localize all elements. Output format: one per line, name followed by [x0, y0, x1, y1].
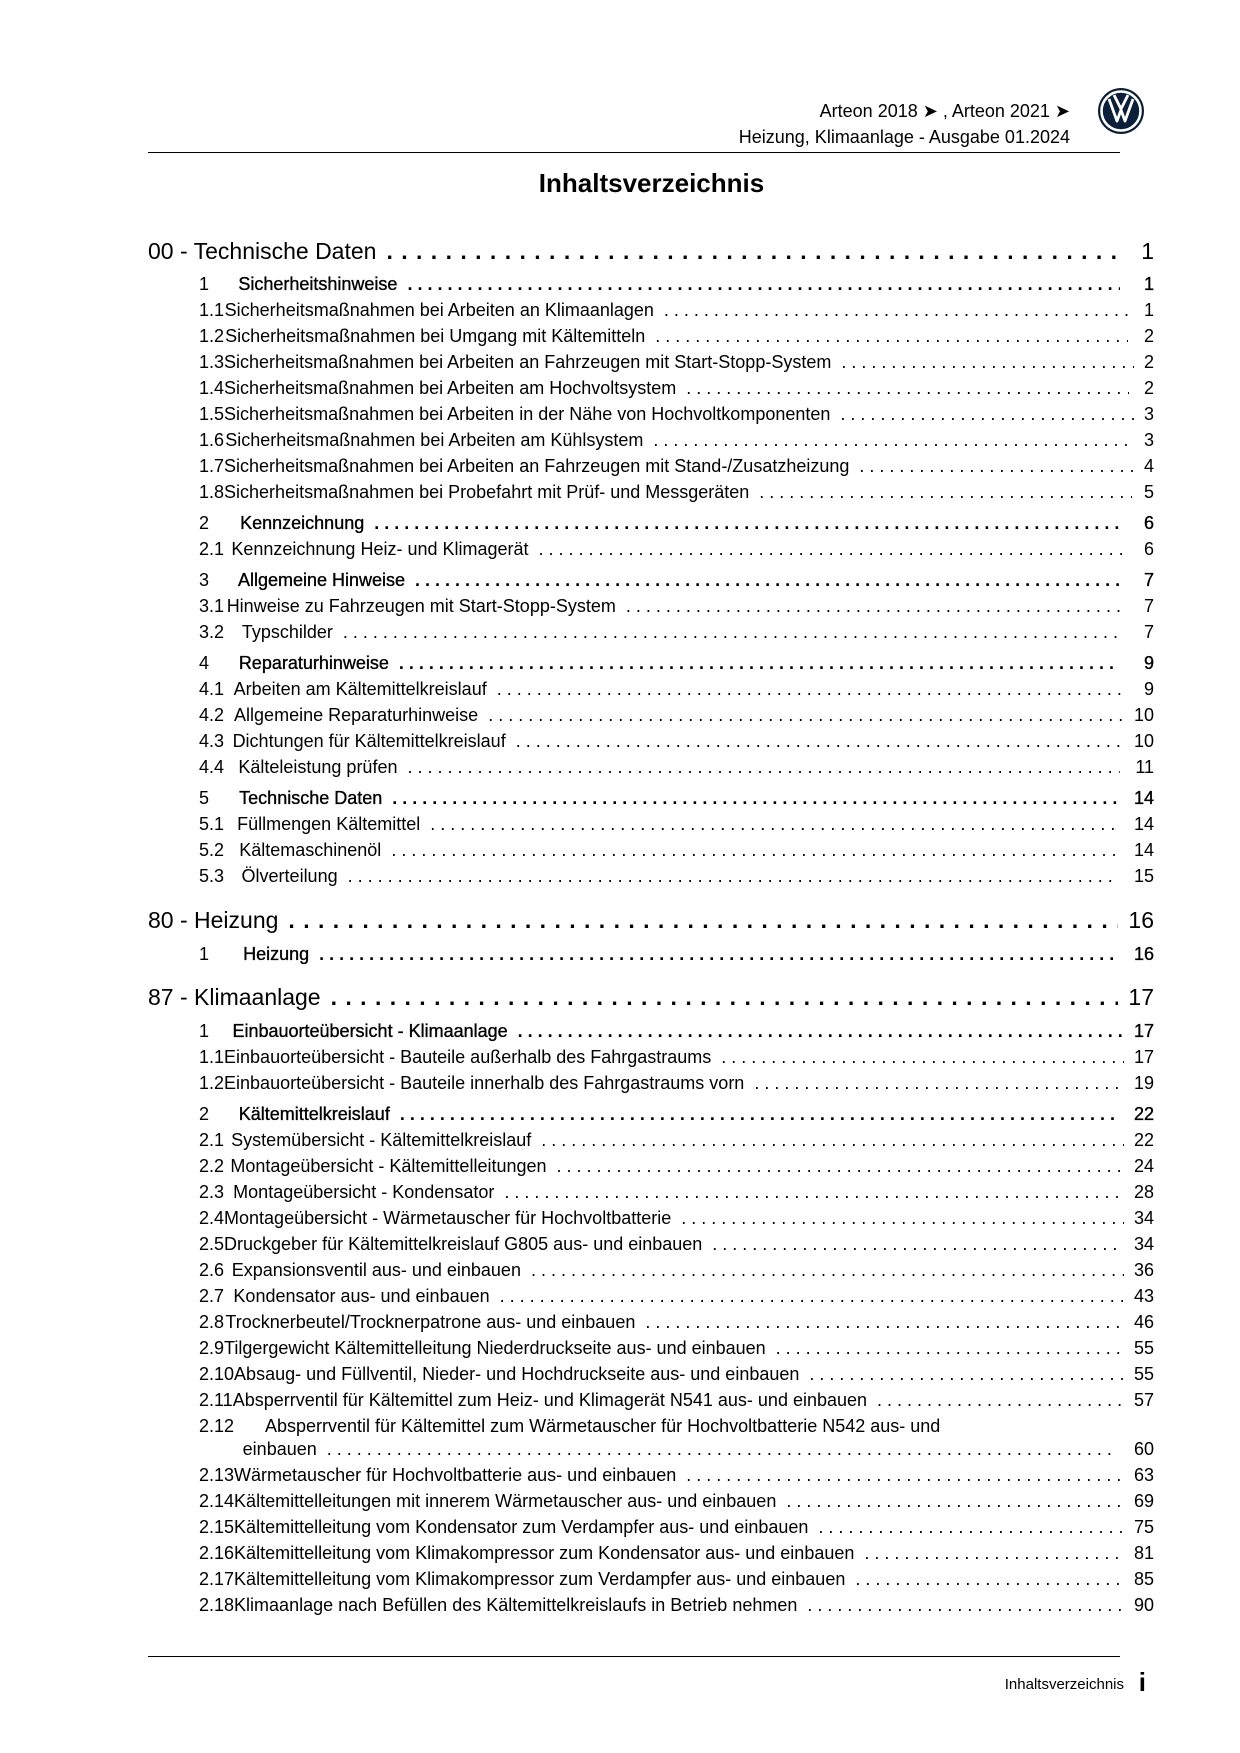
- toc-number: 2.14: [199, 1491, 235, 1511]
- toc-item-4-3[interactable]: [199, 731, 1154, 753]
- toc-item-label: Kälteleistung prüfen: [238, 757, 398, 777]
- toc-item-label: Sicherheitsmaßnahmen bei Umgang mit Kältemitteln: [225, 326, 646, 346]
- toc-item-label: Systemübersicht - Kältemittelkreislauf: [231, 1130, 532, 1150]
- toc-item-label: Kältemittelleitung vom Kondensator zum Verdampfer aus- und einbauen: [234, 1517, 809, 1537]
- toc-number: 1.1: [199, 1047, 225, 1067]
- toc-item-5-1[interactable]: [199, 814, 1154, 836]
- toc-page-number: 24: [1133, 1156, 1154, 1176]
- toc-page-number: 90: [1133, 1595, 1154, 1615]
- toc-page-number: 1: [1141, 238, 1154, 264]
- toc-section-4[interactable]: [199, 653, 1154, 675]
- toc-section-label: Einbauorteübersicht - Klimaanlage: [232, 1021, 508, 1041]
- toc-leader-dots: [331, 984, 1119, 1011]
- toc-section-label: Heizung: [243, 944, 310, 964]
- toc-item-87-2-15[interactable]: [199, 1517, 1154, 1539]
- toc-section-80-1[interactable]: [199, 944, 1154, 966]
- toc-leader-dots: [686, 378, 1129, 399]
- toc-item-87-1-2[interactable]: [199, 1073, 1154, 1095]
- toc-item-label: Kältemittelleitung vom Klimakompressor zum Kondensator aus- und einbauen: [234, 1543, 855, 1563]
- toc-leader-dots: [653, 430, 1128, 451]
- toc-item-label: Absaug- und Füllventil, Nieder- und Hochdruckseite aus- und einbauen: [234, 1364, 800, 1384]
- toc-item-87-2-6[interactable]: [199, 1260, 1154, 1282]
- toc-leader-dots: [407, 274, 1120, 295]
- toc-item-label: Kondensator aus- und einbauen: [233, 1286, 490, 1306]
- toc-item-87-2-12-continued[interactable]: [199, 1439, 1154, 1461]
- toc-item-label: Ölverteilung: [241, 866, 338, 886]
- toc-number: 1.3: [199, 352, 225, 372]
- toc-item-1-6[interactable]: [199, 430, 1154, 452]
- toc-leader-dots: [407, 757, 1120, 778]
- toc-number: 2.6: [199, 1260, 225, 1280]
- toc-item-4-1[interactable]: [199, 679, 1154, 701]
- toc-leader-dots: [807, 1595, 1124, 1616]
- toc-page-number: 17: [1128, 984, 1154, 1010]
- toc-leader-dots: [664, 300, 1129, 321]
- toc-item-1-5[interactable]: [199, 404, 1154, 426]
- toc-item-1-1[interactable]: [199, 300, 1154, 322]
- toc-chapter-80[interactable]: [148, 907, 1154, 937]
- toc-number: 3: [199, 570, 210, 590]
- toc-number: 4.1: [199, 679, 225, 699]
- header-models: Arteon 2018 ➤ , Arteon 2021 ➤: [819, 101, 1070, 121]
- toc-page-number: 6: [1143, 513, 1154, 533]
- toc-number: 5.1: [199, 814, 225, 834]
- toc-page-number: 55: [1133, 1338, 1154, 1358]
- toc-page-number: 69: [1133, 1491, 1154, 1511]
- toc-leader-dots: [343, 622, 1118, 643]
- toc-item-label: Einbauorteübersicht - Bauteile innerhalb des Fahrgastraums vorn: [224, 1073, 745, 1093]
- toc-leader-dots: [786, 1491, 1124, 1512]
- toc-item-label: Druckgeber für Kältemittelkreislauf G805 aus- und einbauen: [224, 1234, 703, 1254]
- toc-leader-dots: [712, 1234, 1124, 1255]
- toc-number: 1.7: [199, 456, 225, 476]
- toc-page-number: 34: [1133, 1234, 1154, 1254]
- toc-item-label: Sicherheitsmaßnahmen bei Probefahrt mit Prüf- und Messgeräten: [224, 482, 750, 502]
- toc-section-2[interactable]: [199, 513, 1154, 535]
- toc-number: 1.5: [199, 404, 225, 424]
- toc-leader-dots: [855, 1569, 1124, 1590]
- toc-leader-dots: [686, 1465, 1124, 1486]
- toc-leader-dots: [348, 866, 1119, 887]
- toc-page-number: 7: [1144, 570, 1155, 590]
- toc-page-number: 60: [1133, 1439, 1155, 1459]
- toc-section-3[interactable]: [199, 570, 1154, 592]
- toc-number: 1: [199, 1021, 210, 1041]
- toc-leader-dots: [430, 814, 1121, 835]
- toc-page-number: 22: [1133, 1104, 1154, 1124]
- toc-leader-dots: [497, 679, 1123, 700]
- toc-page-number: 63: [1133, 1465, 1154, 1485]
- toc-section-87-2[interactable]: [199, 1104, 1154, 1126]
- toc-item-87-2-10[interactable]: [199, 1364, 1154, 1386]
- toc-page-number: 55: [1133, 1364, 1154, 1384]
- toc-chapter-87[interactable]: [148, 984, 1154, 1014]
- toc-page-number: 9: [1143, 653, 1154, 673]
- toc-page-number: 14: [1133, 788, 1154, 808]
- toc-page-number: 85: [1133, 1569, 1154, 1589]
- toc-page-number: 2: [1143, 352, 1154, 372]
- toc-page-number: 3: [1144, 430, 1155, 450]
- toc-item-3-1[interactable]: [199, 596, 1154, 618]
- toc-item-2-1[interactable]: [199, 539, 1154, 561]
- toc-number: 2.13: [199, 1465, 235, 1485]
- toc-item-87-2-12[interactable]: [199, 1416, 1154, 1438]
- toc-number: 2.7: [199, 1286, 225, 1306]
- toc-leader-dots: [516, 731, 1124, 752]
- toc-page-number: 10: [1133, 705, 1154, 725]
- toc-item-label: Sicherheitsmaßnahmen bei Arbeiten an Fahrzeugen mit Start-Stopp-System: [224, 352, 832, 372]
- toc-leader-dots: [776, 1338, 1124, 1359]
- toc-item-87-2-13[interactable]: [199, 1465, 1154, 1487]
- toc-leader-dots: [759, 482, 1131, 503]
- toc-page-number: 17: [1133, 1047, 1154, 1067]
- toc-page-number: 7: [1143, 622, 1154, 642]
- toc-item-label: Sicherheitsmaßnahmen bei Arbeiten an Klimaanlagen: [224, 300, 654, 320]
- footer-page-number: i: [1138, 1667, 1146, 1697]
- toc-page-number: 5: [1143, 482, 1154, 502]
- toc-page-number: 14: [1133, 840, 1154, 860]
- toc-number: 3.2: [199, 622, 225, 642]
- toc-page-number: 1: [1143, 300, 1154, 320]
- toc-item-label: Hinweise zu Fahrzeugen mit Start-Stopp-System: [226, 596, 616, 616]
- toc-page-number: 75: [1133, 1517, 1154, 1537]
- toc-leader-dots: [386, 238, 1127, 265]
- toc-item-label: Tilgergewicht Kältemittelleitung Niederdruckseite aus- und einbauen: [224, 1338, 766, 1358]
- toc-item-87-2-5[interactable]: [199, 1234, 1154, 1256]
- toc-number: 2.4: [199, 1208, 225, 1228]
- toc-number: 4.3: [199, 731, 225, 751]
- toc-number: 1.1: [199, 300, 225, 320]
- page-title: Inhaltsverzeichnis: [538, 168, 765, 198]
- toc-chapter-label: 00 - Technische Daten: [148, 238, 377, 264]
- toc-page-number: 43: [1133, 1286, 1154, 1306]
- toc-leader-dots: [877, 1390, 1124, 1411]
- toc-page-number: 81: [1133, 1543, 1154, 1563]
- toc-number: 2.1: [199, 1130, 225, 1150]
- toc-number: 2.5: [199, 1234, 225, 1254]
- toc-leader-dots: [399, 653, 1120, 674]
- toc-item-87-2-14[interactable]: [199, 1491, 1154, 1513]
- toc-section-label: Sicherheitshinweise: [238, 274, 398, 294]
- toc-item-1-7[interactable]: [199, 456, 1154, 478]
- toc-item-label: Klimaanlage nach Befüllen des Kältemittelkreislaufs in Betrieb nehmen: [234, 1595, 798, 1615]
- toc-item-87-2-8[interactable]: [199, 1312, 1154, 1334]
- footer-rule: [148, 1656, 1120, 1657]
- toc-number: 2.10: [199, 1364, 235, 1384]
- toc-item-4-4[interactable]: [199, 757, 1154, 779]
- toc-page-number: 57: [1133, 1390, 1154, 1410]
- toc-page-number: 10: [1133, 731, 1154, 751]
- toc-leader-dots: [391, 840, 1119, 861]
- toc-number: 2.3: [199, 1182, 225, 1202]
- toc-number: 1.8: [199, 482, 225, 502]
- toc-number: 4.4: [199, 757, 225, 777]
- toc-leader-dots: [841, 352, 1134, 373]
- toc-item-label: Typschilder: [241, 622, 333, 642]
- toc-number: 1: [199, 274, 210, 294]
- toc-number: 1.2: [199, 326, 225, 346]
- toc-section-label: Reparaturhinweise: [238, 653, 389, 673]
- toc-page-number: 17: [1133, 1021, 1154, 1041]
- toc-section-label: Allgemeine Hinweise: [237, 570, 406, 590]
- toc-item-label: Allgemeine Reparaturhinweise: [234, 705, 479, 725]
- toc-item-87-2-17[interactable]: [199, 1569, 1154, 1591]
- toc-number: 2.18: [199, 1595, 235, 1615]
- toc-leader-dots: [500, 1286, 1124, 1307]
- header-subtitle: Heizung, Klimaanlage - Ausgabe 01.2024: [738, 127, 1070, 147]
- toc-section-label: Technische Daten: [239, 788, 383, 808]
- toc-item-label: Kennzeichnung Heiz- und Klimagerät: [231, 539, 529, 559]
- toc-leader-dots: [327, 1439, 1118, 1460]
- toc-item-label: Sicherheitsmaßnahmen bei Arbeiten an Fahrzeugen mit Stand-/Zusatzheizung: [224, 456, 850, 476]
- toc-item-label: Trocknerbeutel/Trocknerpatrone aus- und einbauen: [225, 1312, 636, 1332]
- toc-leader-dots: [400, 1104, 1120, 1125]
- toc-item-4-2[interactable]: [199, 705, 1154, 727]
- toc-page-number: 1: [1143, 274, 1154, 294]
- toc-page-number: 16: [1133, 944, 1155, 964]
- footer-label: Inhaltsverzeichnis: [1004, 1676, 1124, 1693]
- toc-item-87-2-3[interactable]: [199, 1182, 1154, 1204]
- toc-page-number: 6: [1143, 539, 1154, 559]
- toc-page-number: 4: [1143, 456, 1154, 476]
- toc-page-number: 46: [1133, 1312, 1154, 1332]
- toc-chapter-00[interactable]: [148, 238, 1154, 268]
- toc-page-number: 16: [1128, 907, 1154, 933]
- toc-leader-dots: [655, 326, 1128, 347]
- toc-page-number: 36: [1133, 1260, 1154, 1280]
- toc-leader-dots: [818, 1517, 1124, 1538]
- toc-number: 2: [199, 513, 210, 533]
- toc-item-label: Montageübersicht - Kondensator: [233, 1182, 495, 1202]
- toc-item-label: Expansionsventil aus- und einbauen: [231, 1260, 521, 1280]
- toc-number: 2.16: [199, 1543, 235, 1563]
- toc-section-label: Kennzeichnung: [240, 513, 365, 533]
- toc-item-87-2-2[interactable]: [199, 1156, 1154, 1178]
- toc-leader-dots: [504, 1182, 1123, 1203]
- toc-number: 2.8: [199, 1312, 225, 1332]
- toc-item-label: Montageübersicht - Wärmetauscher für Hochvoltbatterie: [224, 1208, 672, 1228]
- toc-leader-dots: [539, 539, 1125, 560]
- toc-page-number: 9: [1144, 679, 1155, 699]
- toc-page-number: 19: [1133, 1073, 1154, 1093]
- toc-item-3-2[interactable]: [199, 622, 1154, 644]
- toc-number: 2.1: [199, 539, 225, 559]
- toc-page-number: 2: [1143, 378, 1154, 398]
- toc-item-1-2[interactable]: [199, 326, 1154, 348]
- toc-page-number: 11: [1135, 757, 1154, 777]
- toc-number: 2.15: [199, 1517, 235, 1537]
- toc-item-label: Kältemittelleitungen mit innerem Wärmetauscher aus- und einbauen: [234, 1491, 777, 1511]
- toc-number: 1: [199, 944, 210, 964]
- toc-leader-dots: [518, 1021, 1124, 1042]
- toc-item-label: Montageübersicht - Kältemittelleitungen: [230, 1156, 547, 1176]
- toc-number: 4: [199, 653, 210, 673]
- toc-item-1-3[interactable]: [199, 352, 1154, 374]
- toc-item-label: Arbeiten am Kältemittelkreislauf: [233, 679, 487, 699]
- toc-item-1-8[interactable]: [199, 482, 1154, 504]
- toc-leader-dots: [415, 570, 1120, 591]
- toc-page-number: 28: [1133, 1182, 1154, 1202]
- toc-number: 2: [199, 1104, 210, 1124]
- toc-section-1[interactable]: [199, 274, 1154, 296]
- toc-number: 2.9: [199, 1338, 225, 1358]
- toc-number: 5.2: [199, 840, 225, 860]
- toc-item-label: Absperrventil für Kältemittel zum Wärmetauscher für Hochvoltbatterie N542 aus- und: [265, 1416, 941, 1436]
- toc-number: 5.3: [199, 866, 225, 886]
- toc-item-5-2[interactable]: [199, 840, 1154, 862]
- toc-leader-dots: [840, 404, 1134, 425]
- toc-item-label: Wärmetauscher für Hochvoltbatterie aus- und einbauen: [234, 1465, 677, 1485]
- toc-number: 2.11: [199, 1390, 233, 1410]
- toc-section-5[interactable]: [199, 788, 1154, 810]
- toc-page-number: 2: [1143, 326, 1154, 346]
- toc-item-87-2-1[interactable]: [199, 1130, 1154, 1152]
- toc-page-number: 15: [1133, 866, 1154, 886]
- toc-item-87-2-16[interactable]: [199, 1543, 1154, 1565]
- toc-item-87-2-7[interactable]: [199, 1286, 1154, 1308]
- toc-item-87-2-11[interactable]: [199, 1390, 1154, 1412]
- toc-page-number: 22: [1133, 1130, 1154, 1150]
- toc-item-label: Füllmengen Kältemittel: [237, 814, 421, 834]
- toc-number: 1.2: [199, 1073, 225, 1093]
- toc-item-label: einbauen: [242, 1439, 317, 1459]
- toc-item-1-4[interactable]: [199, 378, 1154, 400]
- toc-leader-dots: [531, 1260, 1124, 1281]
- toc-leader-dots: [626, 596, 1127, 617]
- toc-item-label: Kältemittelleitung vom Klimakompressor zum Verdampfer aus- und einbauen: [234, 1569, 846, 1589]
- toc-leader-dots: [374, 513, 1119, 534]
- toc-section-87-1[interactable]: [199, 1021, 1154, 1043]
- toc-item-87-2-18[interactable]: [199, 1595, 1154, 1617]
- toc-number: 2.12: [199, 1416, 235, 1436]
- toc-item-label: Kältemaschinenöl: [239, 840, 382, 860]
- toc-item-87-2-4[interactable]: [199, 1208, 1154, 1230]
- toc-page-number: 3: [1143, 404, 1154, 424]
- toc-page-number: 14: [1133, 814, 1154, 834]
- toc-chapter-label: 87 - Klimaanlage: [148, 984, 321, 1010]
- toc-page-number: 34: [1133, 1208, 1154, 1228]
- toc-leader-dots: [859, 456, 1134, 477]
- toc-item-label: Einbauorteübersicht - Bauteile außerhalb des Fahrgastraums: [224, 1047, 712, 1067]
- toc-number: 2.17: [199, 1569, 235, 1589]
- toc-number: 2.2: [199, 1156, 225, 1176]
- toc-item-label: Sicherheitsmaßnahmen bei Arbeiten am Kühlsystem: [225, 430, 644, 450]
- toc-number: 1.6: [199, 430, 225, 450]
- toc-chapter-label: 80 - Heizung: [148, 907, 279, 933]
- toc-leader-dots: [288, 907, 1118, 934]
- toc-item-87-2-9[interactable]: [199, 1338, 1154, 1360]
- toc-number: 4.2: [199, 705, 225, 725]
- toc-item-label: Sicherheitsmaßnahmen bei Arbeiten am Hochvoltsystem: [224, 378, 677, 398]
- toc-leader-dots: [392, 788, 1119, 809]
- toc-leader-dots: [541, 1130, 1124, 1151]
- toc-leader-dots: [864, 1543, 1124, 1564]
- toc-leader-dots: [754, 1073, 1124, 1094]
- toc-item-label: Sicherheitsmaßnahmen bei Arbeiten in der Nähe von Hochvoltkomponenten: [224, 404, 831, 424]
- toc-item-5-3[interactable]: [199, 866, 1154, 888]
- toc-leader-dots: [809, 1364, 1124, 1385]
- toc-leader-dots: [681, 1208, 1124, 1229]
- toc-number: 3.1: [199, 596, 225, 616]
- toc-number: 1.4: [199, 378, 225, 398]
- toc-item-87-1-1[interactable]: [199, 1047, 1154, 1069]
- toc-leader-dots: [557, 1156, 1124, 1177]
- toc-leader-dots: [645, 1312, 1124, 1333]
- toc-page-number: 7: [1143, 596, 1154, 616]
- toc-number: 5: [199, 788, 210, 808]
- toc-leader-dots: [319, 944, 1117, 965]
- toc-leader-dots: [721, 1047, 1124, 1068]
- toc-leader-dots: [488, 705, 1123, 726]
- toc-item-label: Absperrventil für Kältemittel zum Heiz- und Klimagerät N541 aus- und einbauen: [232, 1390, 868, 1410]
- toc-item-label: Dichtungen für Kältemittelkreislauf: [232, 731, 506, 751]
- toc-section-label: Kältemittelkreislauf: [238, 1104, 390, 1124]
